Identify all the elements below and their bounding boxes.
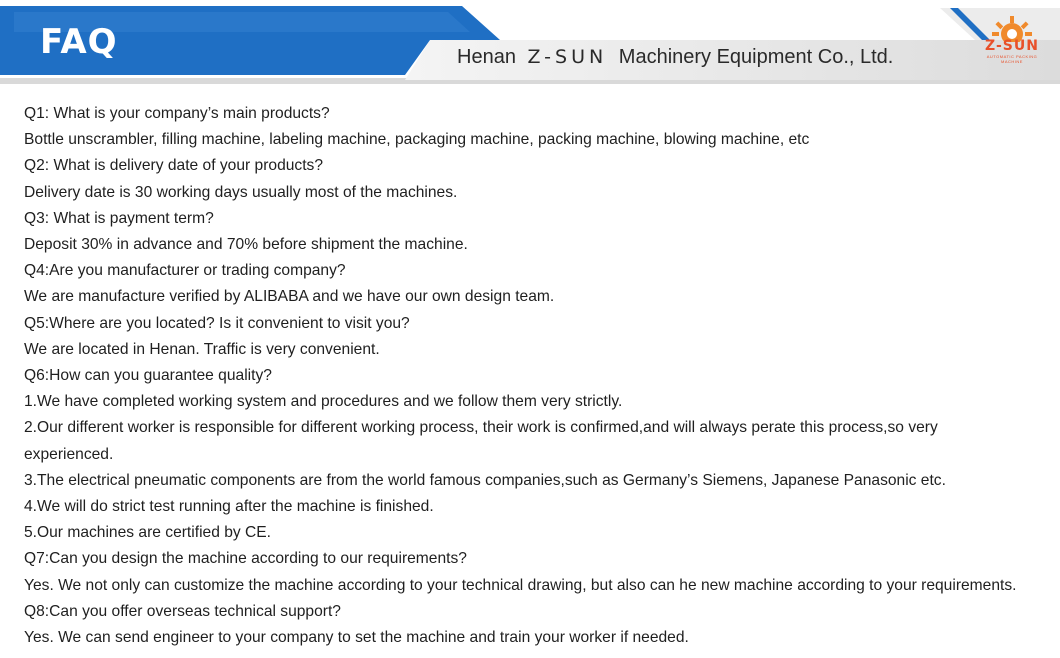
faq-answer-5: We are located in Henan. Traffic is very convenient.: [24, 340, 380, 358]
page-title: FAQ: [40, 22, 118, 62]
faq-answer-7: Yes. We not only can customize the machine according to your technical drawing, but also can he new machine according to your requirements.: [24, 576, 1017, 594]
faq-list: [24, 101, 1060, 651]
faq-question-1: Q1: What is your company’s main products?: [24, 105, 330, 122]
faq-answer-6-item-2-cont: experienced.: [24, 445, 114, 463]
faq-question-6: Q6:How can you guarantee quality?: [24, 367, 272, 385]
faq-question-3: Q3: What is payment term?: [24, 209, 214, 227]
company-logo: [975, 12, 1049, 62]
faq-answer-6-item-4: 4.We will do strict test running after the machine is finished.: [24, 498, 434, 516]
faq-answer-6-item-1: 1.We have completed working system and procedures and we follow them very strictly.: [24, 393, 623, 411]
company-name: [457, 46, 893, 69]
faq-answer-6-item-3: 3.The electrical pneumatic components are from the world famous companies,such as Germany’s Siemens, Japanese Panasonic etc.: [24, 471, 946, 489]
company-name-right: Machinery Equipment Co., Ltd.: [618, 46, 894, 68]
faq-answer-3: Deposit 30% in advance and 70% before shipment the machine.: [24, 236, 468, 254]
faq-answer-8: Yes. We can send engineer to your company to set the machine and train your worker if needed.: [24, 629, 689, 647]
header-banner: [0, 0, 1060, 100]
company-name-brand: Z-SUN: [527, 46, 608, 68]
faq-answer-2: Delivery date is 30 working days usually most of the machines.: [24, 183, 458, 201]
faq-answer-6-item-2: 2.Our different worker is responsible for different working process, their work is confirmed,and will always perate this process,so very: [24, 419, 938, 437]
faq-question-8: Q8:Can you offer overseas technical support?: [24, 602, 341, 620]
faq-answer-4: We are manufacture verified by ALIBABA and we have our own design team.: [24, 288, 555, 306]
faq-answer-6-item-5: 5.Our machines are certified by CE.: [24, 524, 272, 542]
company-name-left: Henan: [457, 46, 516, 68]
faq-question-2: Q2: What is delivery date of your products?: [24, 157, 324, 175]
logo-text: Z-SUN: [985, 38, 1039, 54]
faq-question-5: Q5:Where are you located? Is it convenient to visit you?: [24, 314, 410, 332]
faq-answer-1: Bottle unscrambler, filling machine, labeling machine, packaging machine, packing machine, blowing machine, etc: [24, 131, 810, 149]
logo-subtext: AUTOMATIC PACKING MACHINE: [986, 54, 1038, 64]
faq-question-7: Q7:Can you design the machine according to our requirements?: [24, 550, 467, 568]
faq-question-4: Q4:Are you manufacturer or trading company?: [24, 262, 346, 280]
